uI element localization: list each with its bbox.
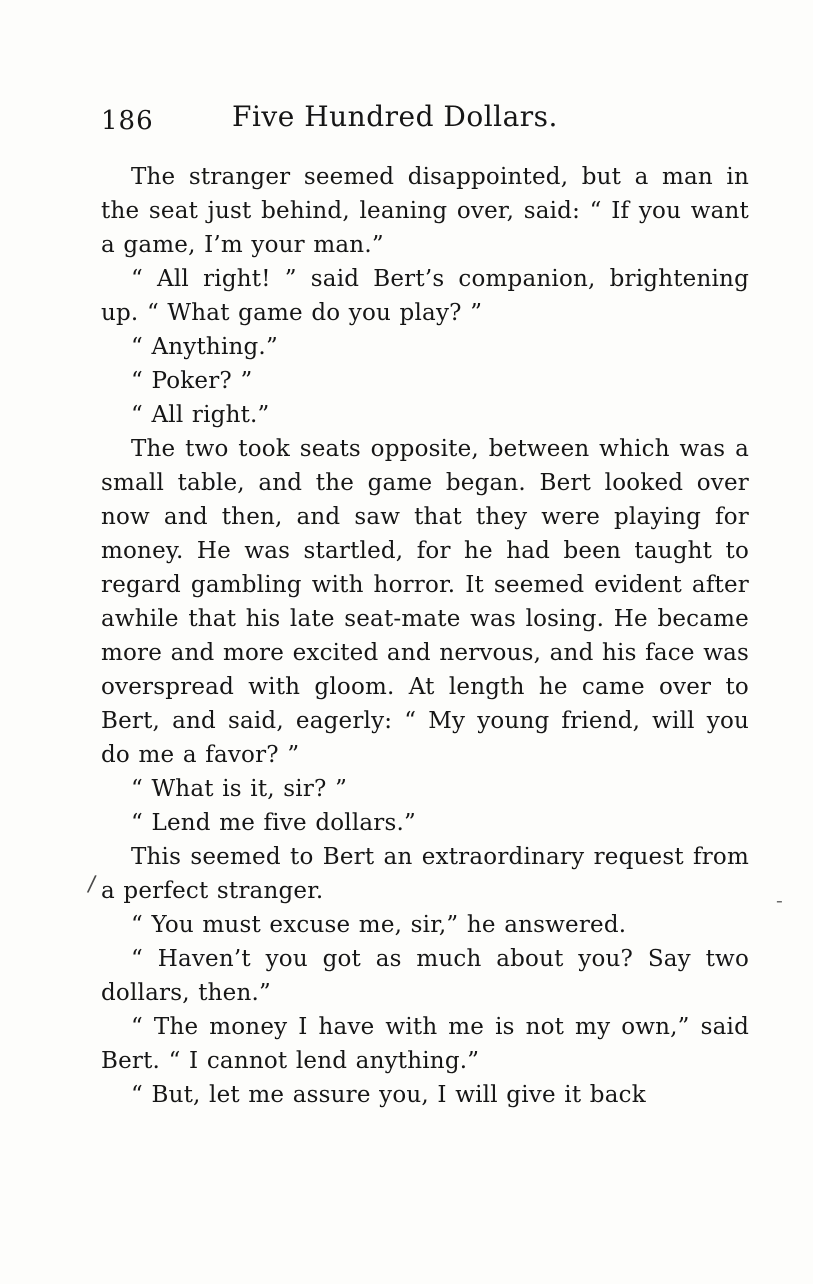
- pencil-mark-left: /: [86, 871, 98, 898]
- paragraph: The stranger seemed disappointed, but a man in the seat just behind, leaning over, said: “ If you want a game, I’m your man.”: [101, 164, 749, 258]
- paragraph: “ The money I have with me is not my own,” said Bert. “ I cannot lend anything.”: [101, 1014, 749, 1074]
- paragraph: “ You must excuse me, sir,” he answered.: [131, 912, 627, 938]
- running-title: Five Hundred Dollars.: [232, 100, 558, 133]
- paragraph: “ Haven’t you got as much about you? Say two dollars, then.”: [101, 946, 749, 1006]
- paragraph: “ What is it, sir? ”: [131, 776, 348, 802]
- paragraph: The two took seats opposite, between which was a small table, and the game began. Bert looked over now and then, and saw that they were playing for money. He was startled, for he had been taught to regard gambling with horror. It seemed evident after awhile that his late seat-mate was losing. He became more and more excited and nervous, and his face was overspread with gloom. At length he came over to Bert, and said, eagerly: “ My young friend, will you do me a favor? ”: [101, 436, 749, 768]
- pencil-mark-right: -: [776, 888, 783, 912]
- paragraph: “ But, let me assure you, I will give it back: [131, 1082, 646, 1108]
- paragraph: “ Anything.”: [131, 334, 278, 360]
- paragraph: This seemed to Bert an extraordinary request from a perfect stranger.: [101, 844, 749, 904]
- page-number: 186: [101, 106, 154, 136]
- body-text: [101, 160, 749, 1112]
- page-content: [101, 100, 749, 1112]
- page-header: [101, 100, 749, 144]
- paragraph: “ Lend me five dollars.”: [131, 810, 416, 836]
- paragraph: “ All right! ” said Bert’s companion, brightening up. “ What game do you play? ”: [101, 266, 749, 326]
- paragraph: “ All right.”: [131, 402, 270, 428]
- paragraph: “ Poker? ”: [131, 368, 253, 394]
